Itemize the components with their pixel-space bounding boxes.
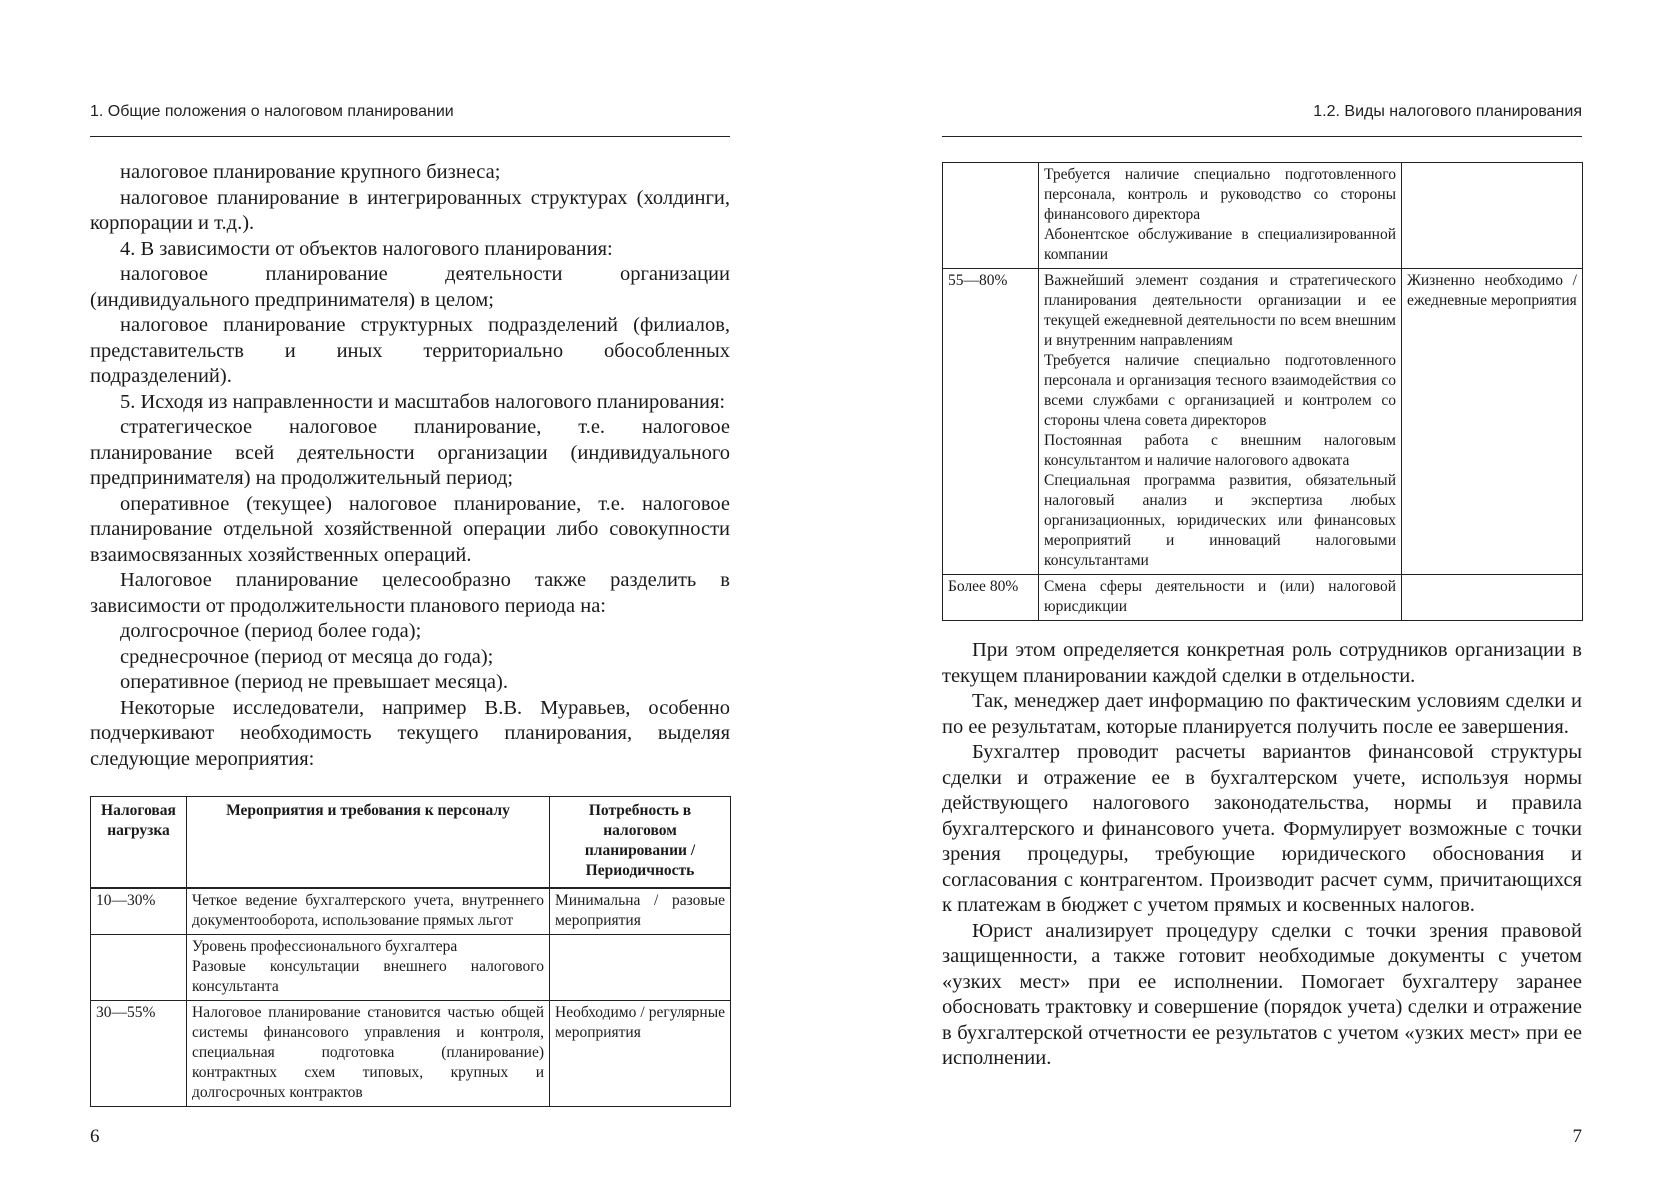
cell-need <box>1402 163 1583 269</box>
header-rule <box>90 136 730 137</box>
paragraph: 4. В зависимости от объектов налогового планирования: <box>120 237 613 260</box>
paragraph: среднесрочное (период от месяца до года); <box>120 645 494 668</box>
body-text <box>90 160 730 772</box>
cell-need <box>550 935 731 1001</box>
measure-line: Налоговое планирование становится частью общей системы финансового управления и контроля, специальная подготовка (планирование) контрактных схем типовых, крупных и долгосрочных контрактов <box>192 1004 544 1101</box>
cell-measures <box>1039 575 1402 621</box>
paragraph: Некоторые исследователи, например В.В. Муравьев, особенно подчеркивают необходимость текущего планирования, выделяя следующие мероприятия: <box>90 696 730 770</box>
paragraph: налоговое планирование деятельности организации (индивидуального предпринимателя) в целом; <box>90 263 730 311</box>
measure-line: Важнейший элемент создания и стратегического планирования деятельности организации и ее текущей ежедневной деятельности по всем внешним и внутренним направлениям <box>1044 272 1396 349</box>
cell-load <box>91 935 187 1001</box>
table-row <box>943 575 1583 621</box>
paragraph: оперативное (текущее) налоговое планирование, т.е. налоговое планирование отдельной хозяйственной операции либо совокупности взаимосвязанных хозяйственных операций. <box>90 492 730 566</box>
paragraph: налоговое планирование структурных подразделений (филиалов, представительств и иных территориально обособленных подразделений). <box>90 314 730 387</box>
body-text <box>942 638 1582 1072</box>
column-header-measures: Мероприятия и требования к персоналу <box>187 797 550 889</box>
table-row <box>943 269 1583 575</box>
running-head: 1.2. Виды налогового планирования <box>1313 103 1582 120</box>
cell-measures <box>1039 269 1402 575</box>
paragraph: Юрист анализирует процедуру сделки с точки зрения правовой защищенности, а также готовит необходимые документы с учетом «узких мест» при ее исполнении. Помогает бухгалтеру заранее обосновать трактовку и совершение (порядок учета) сделки и отражение в бухгалтерской отчетности ее результатов с учетом «узких мест» при ее исполнении. <box>942 919 1582 1069</box>
column-header-need: Потребность в налоговом планировании / Периодичность <box>550 797 731 889</box>
measure-line: Абонентское обслуживание в специализированной компании <box>1044 226 1396 263</box>
paragraph: стратегическое налоговое планирование, т.е. налоговое планирование всей деятельности организации (индивидуального предпринимателя) на продолжительный период; <box>90 416 730 489</box>
running-head: 1. Общие положения о налоговом планировании <box>90 103 454 120</box>
page-number: 6 <box>90 1126 100 1147</box>
table-row <box>91 935 731 1001</box>
measure-line: Четкое ведение бухгалтерского учета, внутреннего документооборота, использование прямых льгот <box>192 892 544 929</box>
paragraph: Налоговое планирование целесообразно также разделить в зависимости от продолжительности планового периода на: <box>90 569 730 617</box>
column-header-load: Налоговая нагрузка <box>91 797 187 889</box>
paragraph: долгосрочное (период более года); <box>120 620 422 642</box>
measure-line: Требуется наличие специально подготовленного персонала, контроль и руководство со стороны финансового директора <box>1044 166 1396 223</box>
paragraph: Бухгалтер проводит расчеты вариантов финансовой структуры сделки и отражение ее в бухгалтерском учете, используя нормы действующего налогового законодательства, нормы и правила бухгалтерского и финансового учета. Формулирует возможные с точки зрения процедуры, требующие юридического обоснования и согласования с контрагентом. Производит расчет сумм, причитающихся к платежам в бюджет с учетом прямых и косвенных налогов. <box>942 741 1582 916</box>
paragraph: налоговое планирование крупного бизнеса; <box>120 161 501 183</box>
measure-line: Требуется наличие специально подготовленного персонала и организация тесного взаимодействия со всеми службами с организацией и контролем со стороны члена совета директоров <box>1044 352 1396 429</box>
table-row <box>91 1001 731 1107</box>
paragraph: налоговое планирование в интегрированных структурах (холдинги, корпорации и т.д.). <box>90 186 730 234</box>
cell-measures <box>1039 163 1402 269</box>
cell-measures <box>187 935 550 1001</box>
cell-need <box>1402 575 1583 621</box>
cell-measures <box>187 1001 550 1107</box>
cell-need: Необходимо / регулярные мероприятия <box>550 1001 731 1107</box>
measure-line: Смена сферы деятельности и (или) налоговой юрисдикции <box>1044 578 1396 615</box>
measure-line: Постоянная работа с внешним налоговым консультантом и наличие налогового адвоката <box>1044 432 1396 469</box>
page-number: 7 <box>1572 1126 1582 1147</box>
paragraph: оперативное (период не превышает месяца). <box>120 671 508 693</box>
cell-load: 55—80% <box>943 269 1039 575</box>
table-header-row <box>91 797 731 889</box>
header-rule <box>942 136 1582 137</box>
measure-line: Уровень профессионального бухгалтера <box>192 938 458 955</box>
table-row <box>943 163 1583 269</box>
paragraph: 5. Исходя из направленности и масштабов налогового планирования: <box>120 390 726 413</box>
table-row <box>91 888 731 935</box>
cell-need: Жизненно необходимо / ежедневные мероприятия <box>1402 269 1583 575</box>
paragraph: При этом определяется конкретная роль сотрудников организации в текущем планировании каждой сделки в отдельности. <box>942 639 1582 687</box>
measure-line: Специальная программа развития, обязательный налоговый анализ и экспертиза любых организационных, юридических или финансовых мероприятий и инноваций налоговыми консультантами <box>1044 472 1396 569</box>
cell-measures <box>187 888 550 935</box>
cell-load: 10—30% <box>91 888 187 935</box>
cell-load <box>943 163 1039 269</box>
cell-load: 30—55% <box>91 1001 187 1107</box>
tax-planning-table <box>90 796 731 1107</box>
measure-line: Разовые консультации внешнего налогового консультанта <box>192 958 544 995</box>
paragraph: Так, менеджер дает информацию по фактическим условиям сделки и по ее результатам, которые планируется получить после ее завершения. <box>942 690 1582 738</box>
tax-planning-table-continued <box>942 162 1583 621</box>
cell-need: Минимальна / разовые мероприятия <box>550 888 731 935</box>
cell-load: Более 80% <box>943 575 1039 621</box>
